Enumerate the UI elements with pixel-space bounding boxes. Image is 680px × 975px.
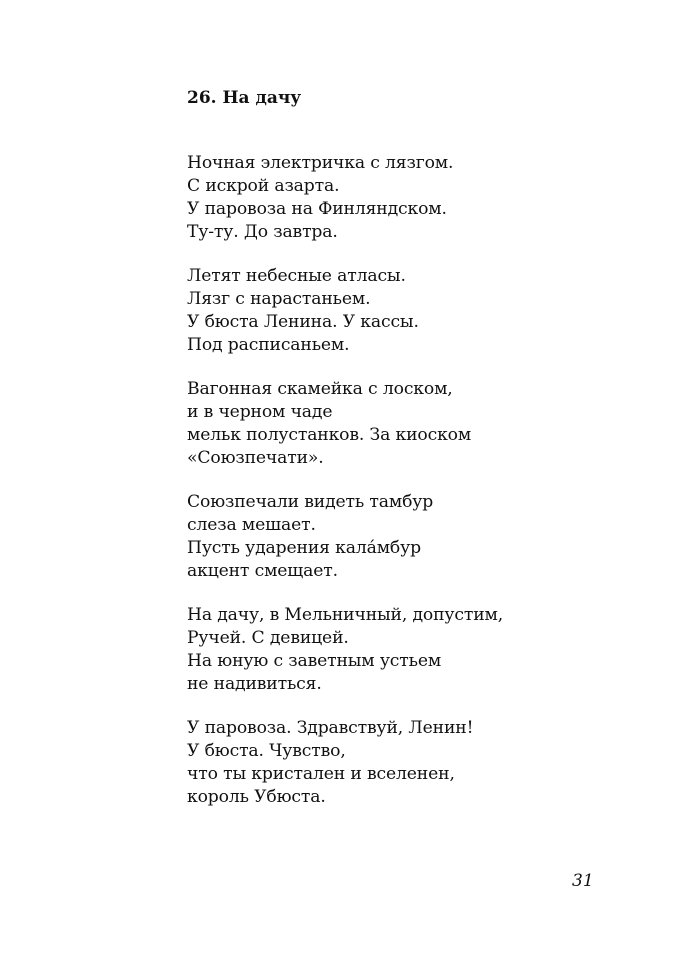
poem-line: Под расписаньем.: [187, 335, 350, 355]
stanza-5: [187, 604, 607, 696]
poem-title: 26. На дачу: [187, 88, 302, 108]
poem-line: У паровоза на Финляндском.: [187, 199, 447, 219]
page-number: 31: [572, 871, 594, 891]
poem-line: Союзпечали видеть тамбур: [187, 492, 434, 512]
poem-line: «Союзпечати».: [187, 448, 324, 468]
poem-line: Вагонная скамейка с лоском,: [187, 379, 453, 399]
poem-line: акцент смещает.: [187, 561, 338, 581]
poem-line: мельк полустанков. За киоском: [187, 425, 472, 445]
poem-line: У бюста. Чувство,: [187, 741, 346, 761]
poem-line: Пусть ударения кала́мбур: [187, 538, 421, 558]
poem-line: Ночная электричка с лязгом.: [187, 153, 454, 173]
poem-line: не надивиться.: [187, 674, 322, 694]
stanza-6: [187, 717, 607, 809]
poem-body: [187, 152, 607, 830]
poem-line: У бюста Ленина. У кассы.: [187, 312, 419, 332]
poem-line: король Убюста.: [187, 787, 326, 807]
poem-line: У паровоза. Здравствуй, Ленин!: [187, 718, 474, 738]
poem-line: На юную с заветным устьем: [187, 651, 442, 671]
stanza-2: [187, 265, 607, 357]
poem-line: Ту-ту. До завтра.: [187, 222, 338, 242]
stanza-3: [187, 378, 607, 470]
poem-line: На дачу, в Мельничный, допустим,: [187, 605, 504, 625]
stanza-1: [187, 152, 607, 244]
poem-line: Лязг с нарастаньем.: [187, 289, 371, 309]
poem-line: Летят небесные атласы.: [187, 266, 406, 286]
poem-line: слеза мешает.: [187, 515, 316, 535]
poem-line: что ты кристален и вселенен,: [187, 764, 455, 784]
poem-line: С искрой азарта.: [187, 176, 340, 196]
poem-line: Ручей. С девицей.: [187, 628, 349, 648]
stanza-4: [187, 491, 607, 583]
poem-line: и в черном чаде: [187, 402, 333, 422]
